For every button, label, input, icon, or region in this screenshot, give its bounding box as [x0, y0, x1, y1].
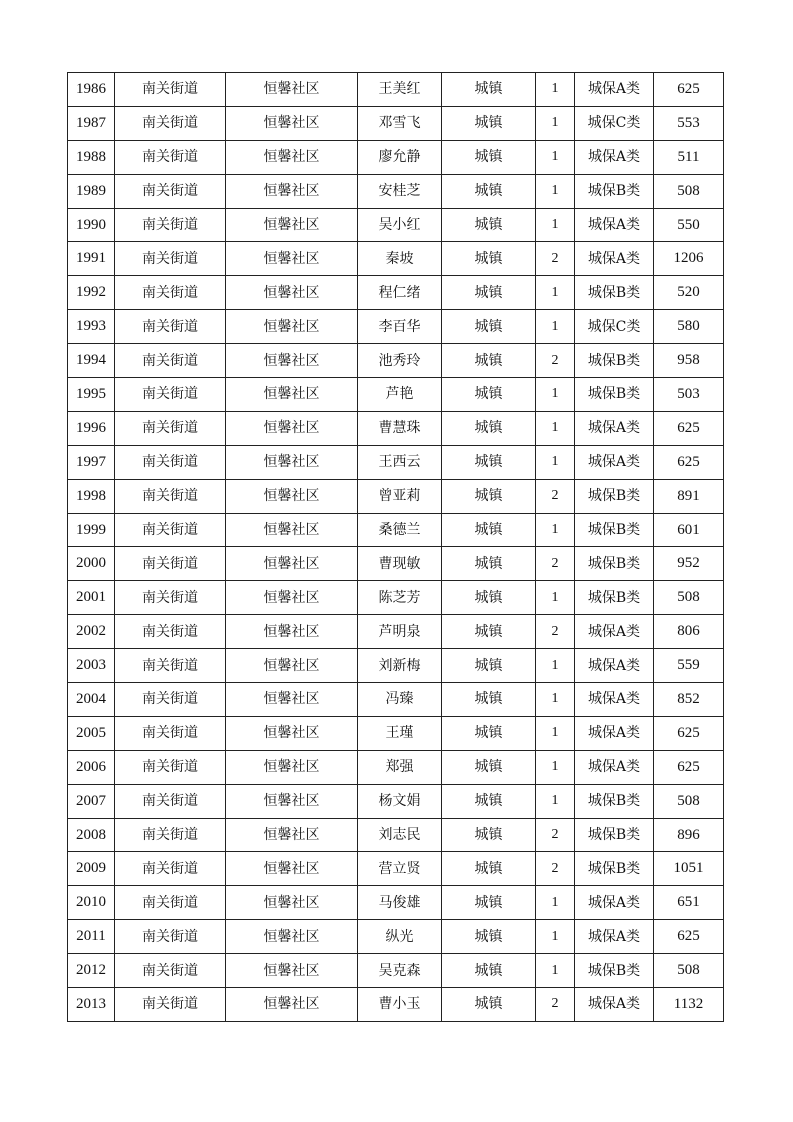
name-cell: 王美红	[358, 73, 442, 107]
table-row	[68, 479, 724, 513]
table-row	[68, 310, 724, 344]
row-number-cell: 2001	[68, 581, 115, 615]
street-cell: 南关街道	[115, 208, 226, 242]
amount-cell: 550	[654, 208, 724, 242]
community-cell: 恒馨社区	[226, 208, 358, 242]
category-cell: 城保B类	[575, 954, 654, 988]
table-row	[68, 445, 724, 479]
table-row	[68, 683, 724, 717]
amount-cell: 553	[654, 106, 724, 140]
name-cell: 芦艳	[358, 378, 442, 412]
table-row	[68, 750, 724, 784]
community-cell: 恒馨社区	[226, 988, 358, 1022]
community-cell: 恒馨社区	[226, 479, 358, 513]
category-cell: 城保A类	[575, 140, 654, 174]
community-cell: 恒馨社区	[226, 818, 358, 852]
household-type-cell: 城镇	[442, 411, 536, 445]
name-cell: 刘志民	[358, 818, 442, 852]
street-cell: 南关街道	[115, 276, 226, 310]
row-number-cell: 2002	[68, 615, 115, 649]
table-row	[68, 174, 724, 208]
household-type-cell: 城镇	[442, 716, 536, 750]
row-number-cell: 2013	[68, 988, 115, 1022]
row-number-cell: 2009	[68, 852, 115, 886]
name-cell: 池秀玲	[358, 344, 442, 378]
street-cell: 南关街道	[115, 784, 226, 818]
roster-body	[68, 73, 724, 1022]
table-row	[68, 818, 724, 852]
row-number-cell: 2004	[68, 683, 115, 717]
person-count-cell: 1	[536, 581, 575, 615]
category-cell: 城保B类	[575, 852, 654, 886]
amount-cell: 511	[654, 140, 724, 174]
community-cell: 恒馨社区	[226, 784, 358, 818]
community-cell: 恒馨社区	[226, 73, 358, 107]
category-cell: 城保B类	[575, 378, 654, 412]
street-cell: 南关街道	[115, 174, 226, 208]
street-cell: 南关街道	[115, 615, 226, 649]
table-row	[68, 954, 724, 988]
name-cell: 王西云	[358, 445, 442, 479]
category-cell: 城保B类	[575, 479, 654, 513]
name-cell: 马俊雄	[358, 886, 442, 920]
person-count-cell: 1	[536, 784, 575, 818]
name-cell: 陈芝芳	[358, 581, 442, 615]
table-row	[68, 513, 724, 547]
person-count-cell: 2	[536, 988, 575, 1022]
household-type-cell: 城镇	[442, 378, 536, 412]
name-cell: 芦明泉	[358, 615, 442, 649]
category-cell: 城保A类	[575, 445, 654, 479]
row-number-cell: 1999	[68, 513, 115, 547]
row-number-cell: 1996	[68, 411, 115, 445]
household-type-cell: 城镇	[442, 445, 536, 479]
name-cell: 吴小红	[358, 208, 442, 242]
name-cell: 吴克森	[358, 954, 442, 988]
street-cell: 南关街道	[115, 818, 226, 852]
street-cell: 南关街道	[115, 954, 226, 988]
name-cell: 曾亚莉	[358, 479, 442, 513]
name-cell: 廖允静	[358, 140, 442, 174]
name-cell: 杨文娟	[358, 784, 442, 818]
street-cell: 南关街道	[115, 920, 226, 954]
amount-cell: 958	[654, 344, 724, 378]
street-cell: 南关街道	[115, 310, 226, 344]
community-cell: 恒馨社区	[226, 615, 358, 649]
table-row	[68, 106, 724, 140]
amount-cell: 625	[654, 716, 724, 750]
household-type-cell: 城镇	[442, 886, 536, 920]
row-number-cell: 1998	[68, 479, 115, 513]
street-cell: 南关街道	[115, 411, 226, 445]
amount-cell: 1206	[654, 242, 724, 276]
amount-cell: 520	[654, 276, 724, 310]
category-cell: 城保A类	[575, 615, 654, 649]
table-row	[68, 73, 724, 107]
category-cell: 城保C类	[575, 310, 654, 344]
amount-cell: 508	[654, 174, 724, 208]
category-cell: 城保A类	[575, 988, 654, 1022]
row-number-cell: 1995	[68, 378, 115, 412]
amount-cell: 625	[654, 411, 724, 445]
amount-cell: 508	[654, 581, 724, 615]
table-row	[68, 140, 724, 174]
street-cell: 南关街道	[115, 649, 226, 683]
community-cell: 恒馨社区	[226, 716, 358, 750]
row-number-cell: 2003	[68, 649, 115, 683]
household-type-cell: 城镇	[442, 852, 536, 886]
household-type-cell: 城镇	[442, 649, 536, 683]
community-cell: 恒馨社区	[226, 683, 358, 717]
person-count-cell: 2	[536, 479, 575, 513]
category-cell: 城保A类	[575, 649, 654, 683]
row-number-cell: 2011	[68, 920, 115, 954]
community-cell: 恒馨社区	[226, 920, 358, 954]
person-count-cell: 1	[536, 886, 575, 920]
community-cell: 恒馨社区	[226, 750, 358, 784]
community-cell: 恒馨社区	[226, 649, 358, 683]
row-number-cell: 2010	[68, 886, 115, 920]
person-count-cell: 2	[536, 242, 575, 276]
row-number-cell: 2012	[68, 954, 115, 988]
row-number-cell: 2008	[68, 818, 115, 852]
category-cell: 城保A类	[575, 73, 654, 107]
amount-cell: 559	[654, 649, 724, 683]
name-cell: 营立贤	[358, 852, 442, 886]
person-count-cell: 1	[536, 140, 575, 174]
household-type-cell: 城镇	[442, 310, 536, 344]
person-count-cell: 2	[536, 547, 575, 581]
community-cell: 恒馨社区	[226, 310, 358, 344]
household-type-cell: 城镇	[442, 513, 536, 547]
community-cell: 恒馨社区	[226, 344, 358, 378]
name-cell: 王瑾	[358, 716, 442, 750]
household-type-cell: 城镇	[442, 242, 536, 276]
household-type-cell: 城镇	[442, 581, 536, 615]
person-count-cell: 1	[536, 310, 575, 344]
row-number-cell: 1989	[68, 174, 115, 208]
category-cell: 城保A类	[575, 750, 654, 784]
row-number-cell: 1986	[68, 73, 115, 107]
row-number-cell: 1987	[68, 106, 115, 140]
household-type-cell: 城镇	[442, 988, 536, 1022]
person-count-cell: 2	[536, 615, 575, 649]
table-row	[68, 242, 724, 276]
person-count-cell: 1	[536, 411, 575, 445]
household-type-cell: 城镇	[442, 784, 536, 818]
row-number-cell: 2006	[68, 750, 115, 784]
name-cell: 曹现敏	[358, 547, 442, 581]
household-type-cell: 城镇	[442, 750, 536, 784]
table-row	[68, 920, 724, 954]
name-cell: 曹小玉	[358, 988, 442, 1022]
row-number-cell: 1991	[68, 242, 115, 276]
amount-cell: 580	[654, 310, 724, 344]
category-cell: 城保A类	[575, 920, 654, 954]
household-type-cell: 城镇	[442, 920, 536, 954]
amount-cell: 891	[654, 479, 724, 513]
row-number-cell: 1993	[68, 310, 115, 344]
table-row	[68, 208, 724, 242]
street-cell: 南关街道	[115, 750, 226, 784]
community-cell: 恒馨社区	[226, 378, 358, 412]
name-cell: 郑强	[358, 750, 442, 784]
category-cell: 城保B类	[575, 276, 654, 310]
household-type-cell: 城镇	[442, 479, 536, 513]
table-row	[68, 581, 724, 615]
person-count-cell: 1	[536, 649, 575, 683]
community-cell: 恒馨社区	[226, 242, 358, 276]
household-type-cell: 城镇	[442, 954, 536, 988]
category-cell: 城保A类	[575, 683, 654, 717]
street-cell: 南关街道	[115, 886, 226, 920]
category-cell: 城保A类	[575, 716, 654, 750]
person-count-cell: 2	[536, 818, 575, 852]
row-number-cell: 1992	[68, 276, 115, 310]
street-cell: 南关街道	[115, 344, 226, 378]
name-cell: 安桂芝	[358, 174, 442, 208]
household-type-cell: 城镇	[442, 106, 536, 140]
category-cell: 城保B类	[575, 513, 654, 547]
person-count-cell: 1	[536, 276, 575, 310]
community-cell: 恒馨社区	[226, 886, 358, 920]
household-type-cell: 城镇	[442, 73, 536, 107]
row-number-cell: 2007	[68, 784, 115, 818]
street-cell: 南关街道	[115, 716, 226, 750]
amount-cell: 508	[654, 784, 724, 818]
row-number-cell: 2005	[68, 716, 115, 750]
row-number-cell: 1997	[68, 445, 115, 479]
person-count-cell: 2	[536, 852, 575, 886]
person-count-cell: 1	[536, 683, 575, 717]
amount-cell: 1132	[654, 988, 724, 1022]
table-row	[68, 615, 724, 649]
household-type-cell: 城镇	[442, 818, 536, 852]
street-cell: 南关街道	[115, 242, 226, 276]
person-count-cell: 1	[536, 750, 575, 784]
table-row	[68, 649, 724, 683]
category-cell: 城保B类	[575, 547, 654, 581]
category-cell: 城保B类	[575, 818, 654, 852]
street-cell: 南关街道	[115, 988, 226, 1022]
row-number-cell: 1990	[68, 208, 115, 242]
table-row	[68, 716, 724, 750]
household-type-cell: 城镇	[442, 615, 536, 649]
household-type-cell: 城镇	[442, 683, 536, 717]
amount-cell: 508	[654, 954, 724, 988]
name-cell: 冯臻	[358, 683, 442, 717]
row-number-cell: 1994	[68, 344, 115, 378]
row-number-cell: 2000	[68, 547, 115, 581]
amount-cell: 503	[654, 378, 724, 412]
amount-cell: 896	[654, 818, 724, 852]
person-count-cell: 1	[536, 954, 575, 988]
name-cell: 秦坡	[358, 242, 442, 276]
name-cell: 桑德兰	[358, 513, 442, 547]
community-cell: 恒馨社区	[226, 581, 358, 615]
community-cell: 恒馨社区	[226, 513, 358, 547]
category-cell: 城保A类	[575, 242, 654, 276]
community-cell: 恒馨社区	[226, 140, 358, 174]
table-row	[68, 344, 724, 378]
amount-cell: 625	[654, 73, 724, 107]
assistance-roster-table	[67, 72, 724, 1022]
person-count-cell: 1	[536, 513, 575, 547]
street-cell: 南关街道	[115, 140, 226, 174]
street-cell: 南关街道	[115, 378, 226, 412]
street-cell: 南关街道	[115, 513, 226, 547]
category-cell: 城保B类	[575, 174, 654, 208]
person-count-cell: 1	[536, 378, 575, 412]
household-type-cell: 城镇	[442, 174, 536, 208]
amount-cell: 852	[654, 683, 724, 717]
street-cell: 南关街道	[115, 581, 226, 615]
name-cell: 程仁绪	[358, 276, 442, 310]
person-count-cell: 1	[536, 208, 575, 242]
category-cell: 城保B类	[575, 784, 654, 818]
category-cell: 城保B类	[575, 581, 654, 615]
category-cell: 城保B类	[575, 344, 654, 378]
household-type-cell: 城镇	[442, 547, 536, 581]
community-cell: 恒馨社区	[226, 954, 358, 988]
table-row	[68, 276, 724, 310]
street-cell: 南关街道	[115, 683, 226, 717]
table-row	[68, 378, 724, 412]
street-cell: 南关街道	[115, 479, 226, 513]
street-cell: 南关街道	[115, 73, 226, 107]
name-cell: 曹慧珠	[358, 411, 442, 445]
table-row	[68, 988, 724, 1022]
table-row	[68, 547, 724, 581]
table-row	[68, 886, 724, 920]
community-cell: 恒馨社区	[226, 852, 358, 886]
category-cell: 城保C类	[575, 106, 654, 140]
person-count-cell: 1	[536, 920, 575, 954]
person-count-cell: 1	[536, 73, 575, 107]
household-type-cell: 城镇	[442, 344, 536, 378]
street-cell: 南关街道	[115, 106, 226, 140]
amount-cell: 625	[654, 750, 724, 784]
community-cell: 恒馨社区	[226, 445, 358, 479]
name-cell: 纵光	[358, 920, 442, 954]
community-cell: 恒馨社区	[226, 547, 358, 581]
community-cell: 恒馨社区	[226, 411, 358, 445]
category-cell: 城保A类	[575, 886, 654, 920]
person-count-cell: 1	[536, 174, 575, 208]
household-type-cell: 城镇	[442, 140, 536, 174]
street-cell: 南关街道	[115, 445, 226, 479]
amount-cell: 1051	[654, 852, 724, 886]
person-count-cell: 1	[536, 445, 575, 479]
category-cell: 城保A类	[575, 208, 654, 242]
street-cell: 南关街道	[115, 852, 226, 886]
amount-cell: 651	[654, 886, 724, 920]
community-cell: 恒馨社区	[226, 174, 358, 208]
name-cell: 邓雪飞	[358, 106, 442, 140]
community-cell: 恒馨社区	[226, 106, 358, 140]
person-count-cell: 1	[536, 716, 575, 750]
amount-cell: 806	[654, 615, 724, 649]
amount-cell: 952	[654, 547, 724, 581]
amount-cell: 625	[654, 445, 724, 479]
household-type-cell: 城镇	[442, 276, 536, 310]
table-row	[68, 852, 724, 886]
person-count-cell: 1	[536, 106, 575, 140]
row-number-cell: 1988	[68, 140, 115, 174]
name-cell: 李百华	[358, 310, 442, 344]
amount-cell: 625	[654, 920, 724, 954]
category-cell: 城保A类	[575, 411, 654, 445]
table-row	[68, 784, 724, 818]
amount-cell: 601	[654, 513, 724, 547]
person-count-cell: 2	[536, 344, 575, 378]
street-cell: 南关街道	[115, 547, 226, 581]
name-cell: 刘新梅	[358, 649, 442, 683]
table-row	[68, 411, 724, 445]
household-type-cell: 城镇	[442, 208, 536, 242]
community-cell: 恒馨社区	[226, 276, 358, 310]
